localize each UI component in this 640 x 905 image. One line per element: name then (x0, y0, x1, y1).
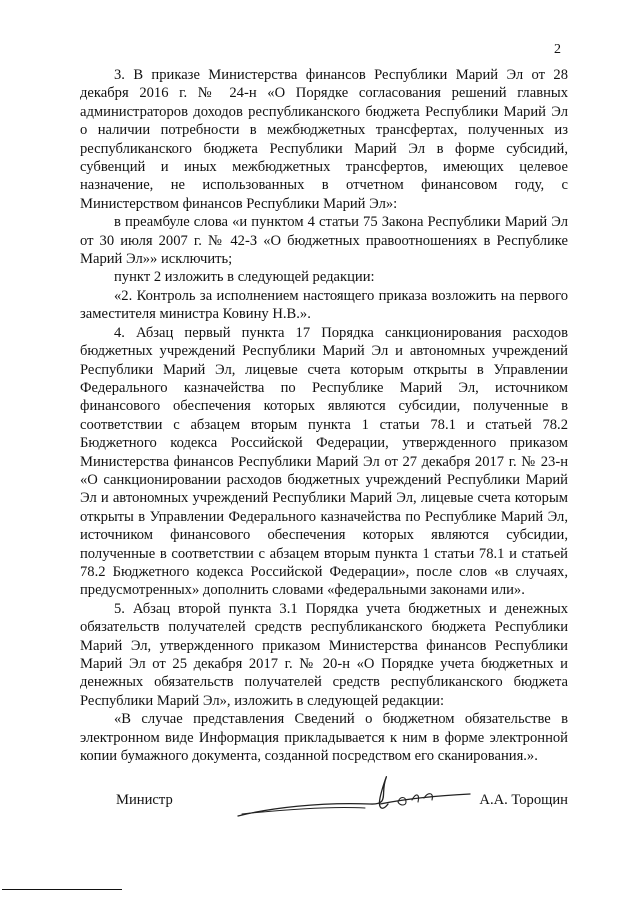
paragraph-5: 5. Абзац второй пункта 3.1 Порядка учета бюджетных и денежных обязательств получателей средств республиканского бюджета Республики Марий Эл, утвержденного приказом Министерства финансов Республики Марий Эл от 25 декабря 2017 г. № 20-н «О Порядке учета бюджетных и денежных обязательств получателей средств республиканского бюджета Республики Марий Эл», изложить в следующей редакции: (80, 600, 568, 709)
paragraph-point2-text: «2. Контроль за исполнением настоящего приказа возложить на первого заместителя министра Ковину Н.В.». (80, 287, 568, 323)
handwritten-signature (230, 764, 490, 824)
footnote-divider (2, 889, 122, 890)
paragraph-point2-intro: пункт 2 изложить в следующей редакции: (114, 269, 375, 286)
signatory-name: А.А. Торощин (479, 792, 568, 808)
page-number: 2 (554, 42, 561, 57)
signature-block (80, 764, 568, 824)
document-body (80, 66, 568, 765)
paragraph-3: 3. В приказе Министерства финансов Республики Марий Эл от 28 декабря 2016 г. № 24-н «О Порядке согласования решений главных администраторов доходов республиканского бюджета Республики Марий Эл о наличии потребности в межбюджетных трансфертах, полученных из республиканского бюджета Республики Марий Эл в форме субсидий, субвенций и иных межбюджетных трансфертов, имеющих целевое назначение, не использованных в отчетном финансовом году, с Министерством финансов Республики Марий Эл»: (80, 67, 568, 212)
signatory-title: Министр (116, 792, 173, 808)
paragraph-5-text: «В случае представления Сведений о бюджетном обязательстве в электронном виде Информация прикладывается к ним в форме электронной копии бумажного документа, созданной посредством его сканирования.». (80, 711, 568, 765)
paragraph-4: 4. Абзац первый пункта 17 Порядка санкционирования расходов бюджетных учреждений Республики Марий Эл и автономных учреждений Республики Марий Эл, лицевые счета которым открыты в Управлении Федерального казначейства по Республике Марий Эл, источником финансового обеспечения которых являются субсидии, полученные в соответствии с абзацем вторым пункта 1 статьи 78.1 и статьей 78.2 Бюджетного кодекса Российской Федерации, утвержденного приказом Министерства финансов Республики Марий Эл от 27 декабря 2017 г. № 23-н «О санкционировании расходов бюджетных учреждений Республики Марий Эл и автономных учреждений Республики Марий Эл, лицевые счета которым открыты в Управлении Федерального казначейства по Республике Марий Эл, источником финансового обеспечения которых являются субсидии, полученные в соответствии с абзацем вторым пункта 1 статьи 78.1 и статьей 78.2 Бюджетного кодекса Российской Федерации», после слов «в случаях, предусмотренных» дополнить словами «федеральными законами или». (80, 324, 568, 599)
paragraph-preamble: в преамбуле слова «и пунктом 4 статьи 75 Закона Республики Марий Эл от 30 июля 2007 г. № 42-З «О бюджетных правоотношениях в Республике Марий Эл»» исключить; (80, 214, 568, 268)
